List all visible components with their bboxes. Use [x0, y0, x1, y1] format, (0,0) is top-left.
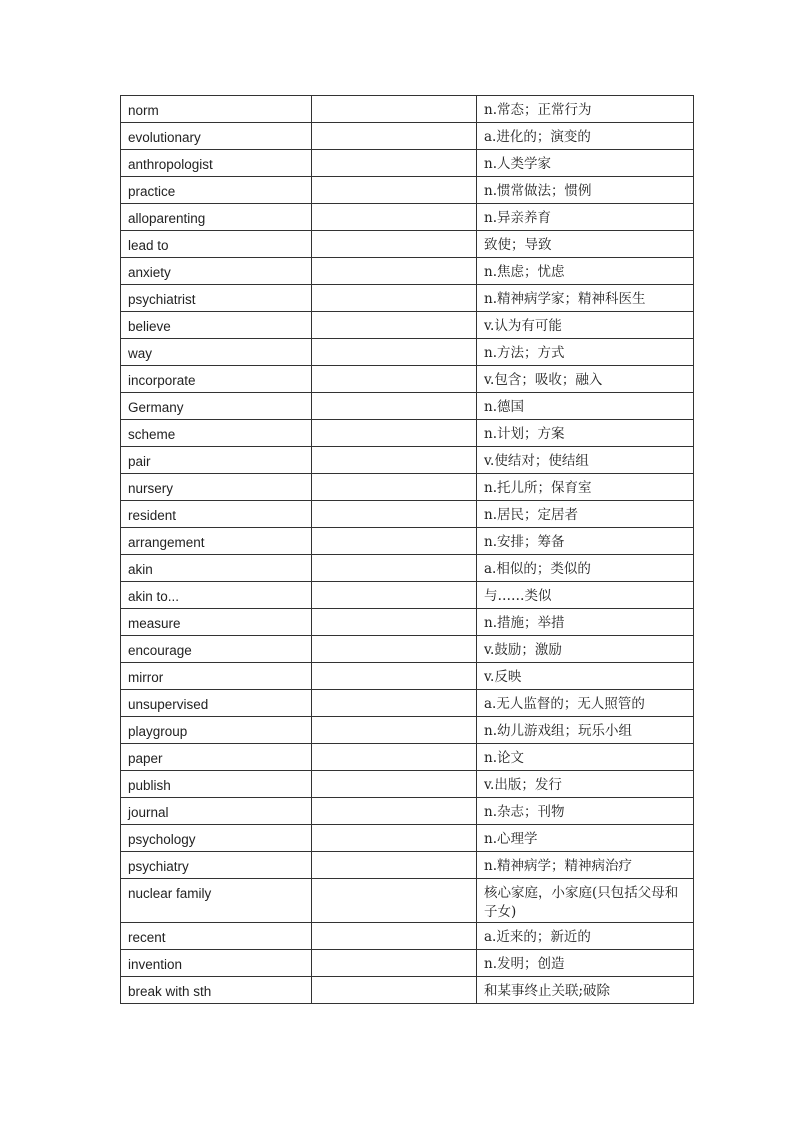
vocab-blank-cell: [312, 744, 477, 771]
vocab-row: [121, 879, 694, 923]
vocab-word: paper: [121, 744, 312, 771]
vocab-row: [121, 977, 694, 1004]
vocab-meaning: v.出版；发行: [477, 771, 694, 798]
vocab-blank-cell: [312, 285, 477, 312]
vocab-meaning: n.论文: [477, 744, 694, 771]
vocab-blank-cell: [312, 366, 477, 393]
vocab-word: pair: [121, 447, 312, 474]
vocab-word: akin to...: [121, 582, 312, 609]
vocab-row: [121, 582, 694, 609]
vocab-blank-cell: [312, 690, 477, 717]
vocab-meaning: 与……类似: [477, 582, 694, 609]
vocab-row: [121, 177, 694, 204]
vocab-row: [121, 950, 694, 977]
vocab-meaning: n.发明；创造: [477, 950, 694, 977]
vocab-meaning: n.幼儿游戏组；玩乐小组: [477, 717, 694, 744]
vocab-meaning: a.无人监督的；无人照管的: [477, 690, 694, 717]
vocab-row: [121, 393, 694, 420]
vocab-row: [121, 285, 694, 312]
vocab-blank-cell: [312, 447, 477, 474]
vocab-blank-cell: [312, 258, 477, 285]
vocab-word: evolutionary: [121, 123, 312, 150]
vocab-word: scheme: [121, 420, 312, 447]
vocab-meaning: n.安排；筹备: [477, 528, 694, 555]
vocab-blank-cell: [312, 339, 477, 366]
vocab-row: [121, 636, 694, 663]
vocab-row: [121, 339, 694, 366]
vocab-blank-cell: [312, 231, 477, 258]
vocab-word: incorporate: [121, 366, 312, 393]
vocab-row: [121, 366, 694, 393]
vocab-word: encourage: [121, 636, 312, 663]
vocab-row: [121, 923, 694, 950]
vocab-meaning: v.使结对；使结组: [477, 447, 694, 474]
vocab-row: [121, 258, 694, 285]
vocab-word: nuclear family: [121, 879, 312, 923]
vocab-meaning: v.包含；吸收；融入: [477, 366, 694, 393]
vocab-blank-cell: [312, 825, 477, 852]
vocab-blank-cell: [312, 528, 477, 555]
vocab-meaning: 核心家庭，小家庭(只包括父母和子女): [477, 879, 694, 923]
vocab-meaning: n.惯常做法；惯例: [477, 177, 694, 204]
vocab-word: measure: [121, 609, 312, 636]
vocab-blank-cell: [312, 771, 477, 798]
vocab-blank-cell: [312, 636, 477, 663]
vocab-meaning: n.方法；方式: [477, 339, 694, 366]
vocab-row: [121, 447, 694, 474]
vocab-blank-cell: [312, 923, 477, 950]
vocab-row: [121, 150, 694, 177]
vocab-row: [121, 501, 694, 528]
vocab-blank-cell: [312, 798, 477, 825]
vocab-word: psychology: [121, 825, 312, 852]
vocab-word: playgroup: [121, 717, 312, 744]
vocab-word: Germany: [121, 393, 312, 420]
vocab-word: journal: [121, 798, 312, 825]
vocab-row: [121, 420, 694, 447]
vocab-row: [121, 690, 694, 717]
vocab-meaning: n.焦虑；忧虑: [477, 258, 694, 285]
vocab-row: [121, 555, 694, 582]
vocab-row: [121, 717, 694, 744]
vocab-word: anthropologist: [121, 150, 312, 177]
vocab-blank-cell: [312, 950, 477, 977]
vocab-word: break with sth: [121, 977, 312, 1004]
vocab-blank-cell: [312, 717, 477, 744]
vocab-blank-cell: [312, 204, 477, 231]
vocab-word: akin: [121, 555, 312, 582]
vocab-meaning: v.鼓励；激励: [477, 636, 694, 663]
vocab-meaning: n.精神病学家；精神科医生: [477, 285, 694, 312]
vocab-blank-cell: [312, 150, 477, 177]
vocab-meaning: v.反映: [477, 663, 694, 690]
vocab-meaning: a.近来的；新近的: [477, 923, 694, 950]
vocab-word: psychiatrist: [121, 285, 312, 312]
vocab-word: alloparenting: [121, 204, 312, 231]
vocab-blank-cell: [312, 177, 477, 204]
vocab-blank-cell: [312, 879, 477, 923]
vocab-row: [121, 96, 694, 123]
vocab-meaning: n.居民；定居者: [477, 501, 694, 528]
vocab-meaning: n.人类学家: [477, 150, 694, 177]
vocab-word: resident: [121, 501, 312, 528]
vocab-blank-cell: [312, 663, 477, 690]
vocab-meaning: n.德国: [477, 393, 694, 420]
vocab-blank-cell: [312, 393, 477, 420]
vocab-blank-cell: [312, 582, 477, 609]
vocab-meaning: n.托儿所；保育室: [477, 474, 694, 501]
vocab-word: lead to: [121, 231, 312, 258]
vocab-meaning: a.进化的；演变的: [477, 123, 694, 150]
vocab-word: nursery: [121, 474, 312, 501]
vocab-row: [121, 744, 694, 771]
vocab-word: arrangement: [121, 528, 312, 555]
vocab-word: way: [121, 339, 312, 366]
vocab-blank-cell: [312, 312, 477, 339]
vocab-word: anxiety: [121, 258, 312, 285]
vocab-blank-cell: [312, 852, 477, 879]
vocab-row: [121, 825, 694, 852]
vocab-meaning: v.认为有可能: [477, 312, 694, 339]
vocab-row: [121, 312, 694, 339]
vocab-row: [121, 204, 694, 231]
vocab-meaning: 和某事终止关联;破除: [477, 977, 694, 1004]
vocab-blank-cell: [312, 555, 477, 582]
vocab-meaning: n.杂志；刊物: [477, 798, 694, 825]
vocab-meaning: n.精神病学；精神病治疗: [477, 852, 694, 879]
vocab-word: unsupervised: [121, 690, 312, 717]
vocab-meaning: n.措施；举措: [477, 609, 694, 636]
vocab-word: recent: [121, 923, 312, 950]
vocab-blank-cell: [312, 609, 477, 636]
vocab-blank-cell: [312, 420, 477, 447]
vocab-meaning: n.异亲养育: [477, 204, 694, 231]
vocab-blank-cell: [312, 977, 477, 1004]
vocab-word: believe: [121, 312, 312, 339]
vocab-meaning: n.常态；正常行为: [477, 96, 694, 123]
vocab-row: [121, 528, 694, 555]
vocab-row: [121, 852, 694, 879]
vocab-word: mirror: [121, 663, 312, 690]
vocab-meaning: n.计划；方案: [477, 420, 694, 447]
vocab-word: invention: [121, 950, 312, 977]
vocab-meaning: a.相似的；类似的: [477, 555, 694, 582]
vocab-word: norm: [121, 96, 312, 123]
vocab-meaning: n.心理学: [477, 825, 694, 852]
vocab-blank-cell: [312, 123, 477, 150]
vocab-meaning: 致使；导致: [477, 231, 694, 258]
vocab-row: [121, 123, 694, 150]
vocab-blank-cell: [312, 96, 477, 123]
vocab-row: [121, 771, 694, 798]
vocab-word: psychiatry: [121, 852, 312, 879]
vocab-word: practice: [121, 177, 312, 204]
vocab-row: [121, 231, 694, 258]
vocab-row: [121, 474, 694, 501]
vocab-row: [121, 798, 694, 825]
vocab-row: [121, 663, 694, 690]
vocab-blank-cell: [312, 474, 477, 501]
vocabulary-table-body: [121, 96, 694, 1004]
vocab-row: [121, 609, 694, 636]
vocab-word: publish: [121, 771, 312, 798]
vocabulary-table: [120, 95, 694, 1004]
vocab-blank-cell: [312, 501, 477, 528]
